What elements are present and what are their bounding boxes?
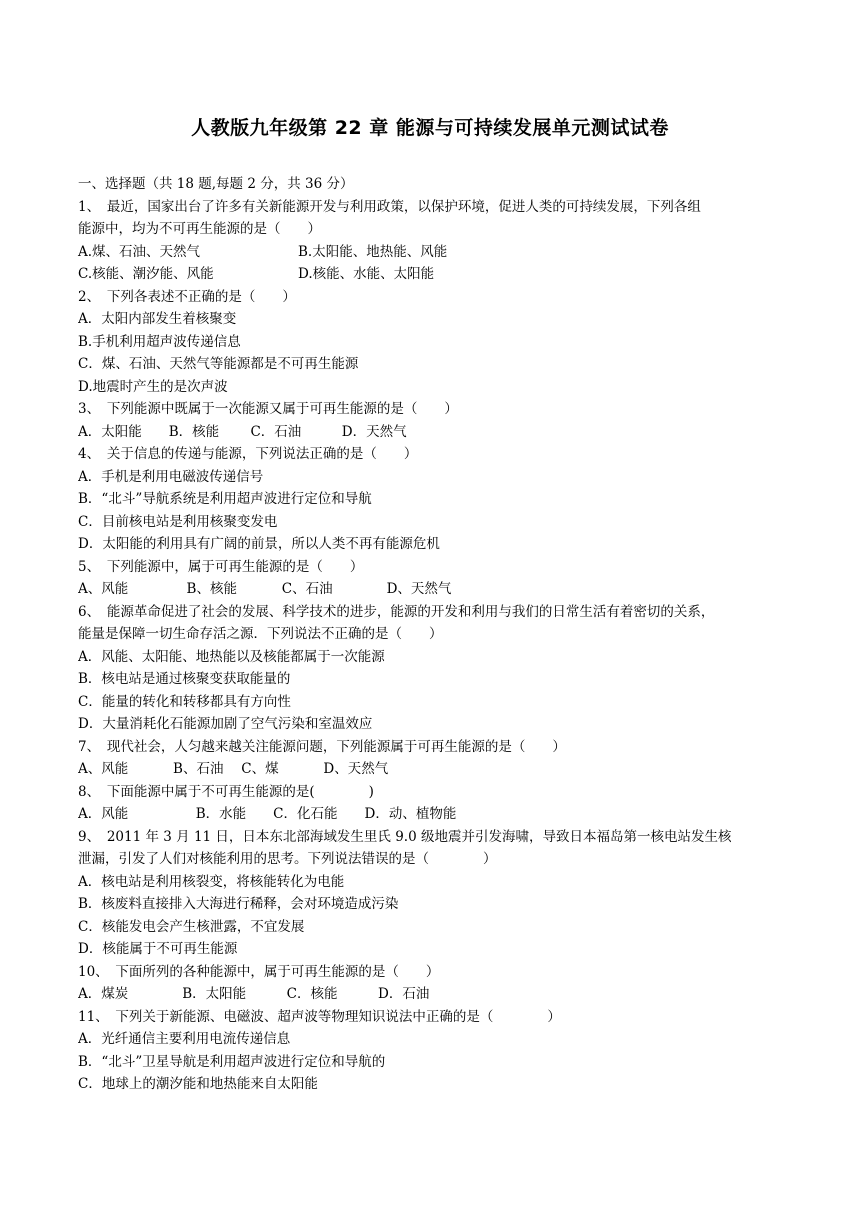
question-9 [78, 826, 798, 961]
option-d: D.地震时产生的是次声波 [78, 378, 228, 395]
option-d: D．大量消耗化石能源加剧了空气污染和室温效应 [78, 716, 373, 732]
option-c: C．核能发电会产生核泄露，不宜发展 [78, 918, 305, 935]
option-b: B．“北斗”卫星导航是利用超声波进行定位和导航的 [78, 1053, 386, 1070]
option-d: D．核能属于不可再生能源 [78, 941, 238, 957]
option-row: A．风能 B．水能 C．化石能 D．动、植物能 [78, 806, 457, 822]
exam-content [78, 173, 798, 1096]
question-stem: 泄漏，引发了人们对核能利用的思考。下列说法错误的是（ ） [78, 851, 497, 867]
question-stem: 9、 2011 年 3 月 11 日，日本东北部海域发生里氏 9.0 级地震并引发海啸，导致日本福岛第一核电站发生核 [78, 828, 732, 845]
option-b: B．“北斗”导航系统是利用超声波进行定位和导航 [78, 491, 372, 507]
page-title: 人教版九年级第 22 章 能源与可持续发展单元测试试卷 [191, 117, 669, 139]
question-3 [78, 398, 798, 443]
option-row [78, 241, 798, 264]
question-stem: 7、 现代社会，人匀越来越关注能源问题，下列能源属于可再生能源的是（ ） [78, 738, 566, 755]
option-row: A、风能 B、石油 C、煤 D、天然气 [78, 761, 389, 777]
section-heading: 一、选择题（共 18 题,每题 2 分，共 36 分） [78, 176, 354, 192]
option-row: A．太阳能 B．核能 C．石油 D．天然气 [78, 423, 407, 440]
option-a: A．手机是利用电磁波传递信号 [78, 468, 264, 485]
question-stem: 4、 关于信息的传递与能源，下列说法正确的是（ ） [78, 446, 418, 462]
option-a: A．光纤通信主要利用电流传递信息 [78, 1031, 291, 1047]
option-b: B.手机利用超声波传递信息 [78, 333, 241, 350]
option-d: D．太阳能的利用具有广阔的前景，所以人类不再有能源危机 [78, 536, 440, 552]
question-2 [78, 286, 798, 399]
question-stem: 10、 下面所列的各种能源中，属于可再生能源的是（ ） [78, 963, 440, 980]
question-stem: 11、 下列关于新能源、电磁波、超声波等物理知识说法中正确的是（ ） [78, 1008, 561, 1025]
option-c: C．地球上的潮汐能和地热能来自太阳能 [78, 1076, 318, 1092]
option-c: C．煤、石油、天然气等能源都是不可再生能源 [78, 356, 359, 372]
question-5 [78, 556, 798, 601]
question-stem: 5、 下列能源中，属于可再生能源的是（ ） [78, 558, 364, 575]
question-stem: 8、 下面能源中属于不可再生能源的是( ) [78, 783, 374, 800]
question-stem: 2、 下列各表述不正确的是（ ） [78, 288, 296, 305]
question-stem: 6、 能源革命促进了社会的发展、科学技术的进步，能源的开发和利用与我们的日常生活有着密切的关系， [78, 603, 715, 620]
option-row: A．煤炭 B．太阳能 C．核能 D．石油 [78, 986, 430, 1002]
option-a: A．风能、太阳能、地热能以及核能都属于一次能源 [78, 648, 385, 665]
option-c: C.核能、潮汐能、风能 [78, 266, 214, 282]
question-10 [78, 961, 798, 1006]
question-7 [78, 736, 798, 781]
question-8 [78, 781, 798, 826]
question-6 [78, 601, 798, 736]
question-stem: 能量是保障一切生命存活之源．下列说法不正确的是（ ） [78, 626, 443, 642]
question-stem: 能源中，均为不可再生能源的是（ ） [78, 221, 321, 237]
question-1 [78, 196, 798, 286]
option-b: B.太阳能、地热能、风能 [298, 243, 448, 260]
question-4 [78, 443, 798, 556]
question-stem: 1、 最近，国家出台了许多有关新能源开发与利用政策，以保护环境，促进人类的可持续发展，下列各组 [78, 198, 701, 215]
question-stem: 3、 下列能源中既属于一次能源又属于可再生能源的是（ ） [78, 401, 458, 417]
option-c: C．目前核电站是利用核聚变发电 [78, 513, 278, 530]
option-b: B．核废料直接排入大海进行稀释，会对环境造成污染 [78, 896, 399, 912]
option-a: A．太阳内部发生着核聚变 [78, 311, 237, 327]
option-a: A.煤、石油、天然气 [78, 243, 201, 260]
option-row [78, 263, 798, 286]
option-c: C．能量的转化和转移都具有方向性 [78, 693, 291, 710]
option-row: A、风能 B、核能 C、石油 D、天然气 [78, 581, 452, 597]
option-a: A．核电站是利用核裂变，将核能转化为电能 [78, 873, 345, 890]
question-11 [78, 1006, 798, 1096]
option-b: B．核电站是通过核聚变获取能量的 [78, 671, 291, 687]
option-d: D.核能、水能、太阳能 [298, 266, 435, 282]
